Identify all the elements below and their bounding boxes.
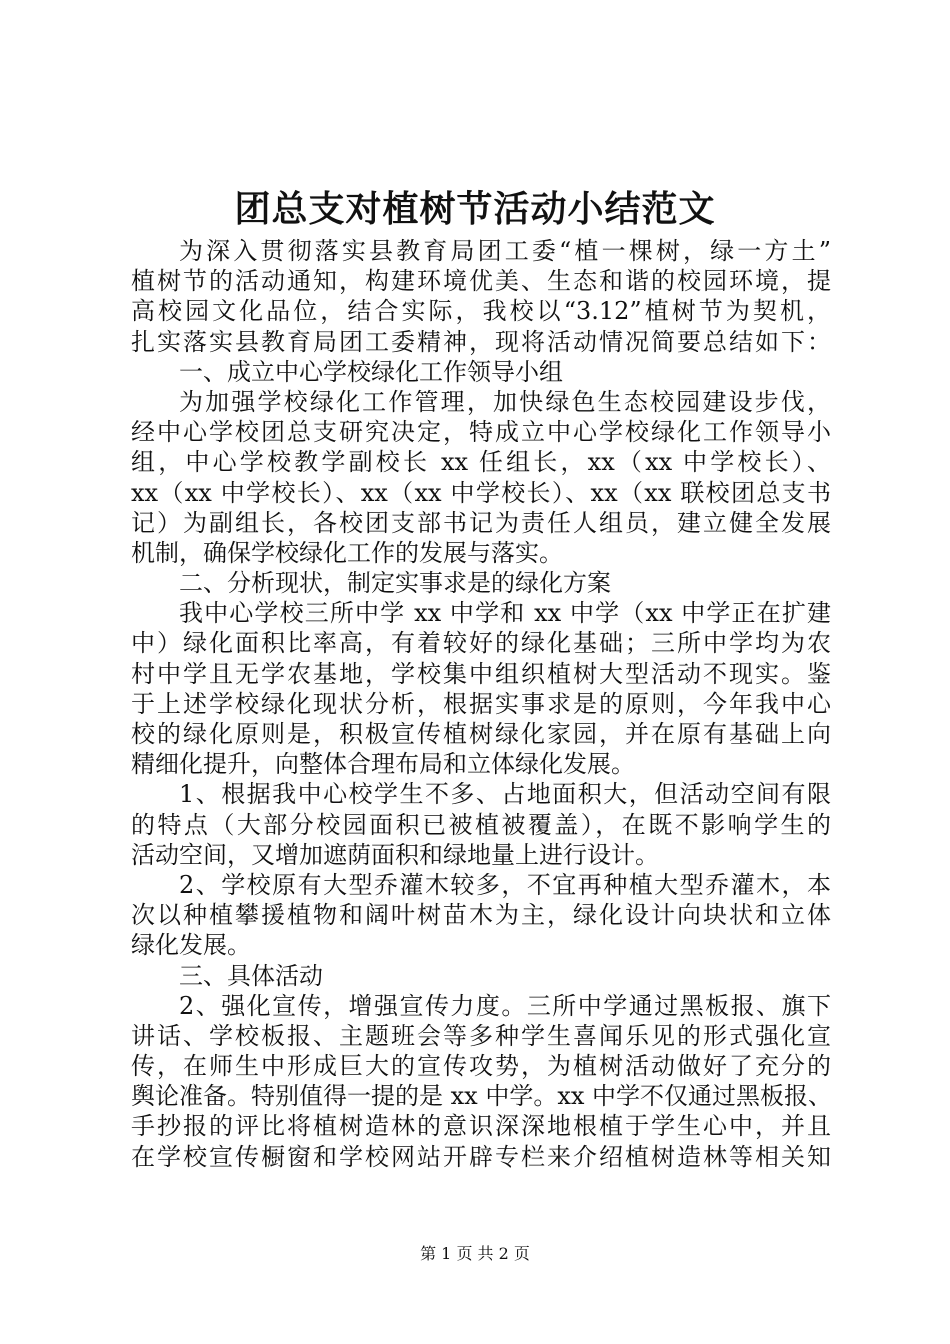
text-line: 次以种植攀援植物和阔叶树苗木为主，绿化设计向块状和立体 (131, 901, 831, 930)
text-line: 机制，确保学校绿化工作的发展与落实。 (131, 538, 563, 567)
text-line: 传，在师生中形成巨大的宣传攻势，为植树活动做好了充分的 (131, 1052, 831, 1081)
document-body (131, 236, 831, 1172)
text-line: 记）为副组长，各校团支部书记为责任人组员，建立健全发展 (131, 508, 831, 537)
text-line: 在学校宣传橱窗和学校网站开辟专栏来介绍植树造林等相关知 (131, 1142, 831, 1171)
section-heading: 三、具体活动 (179, 961, 323, 990)
text-line: 手抄报的评比将植树造林的意识深深地根植于学生心中，并且 (131, 1112, 831, 1141)
text-line: 的特点（大部分校园面积已被植被覆盖），在既不影响学生的 (131, 810, 831, 839)
text-line: 中）绿化面积比率高，有着较好的绿化基础；三所中学均为农 (131, 629, 831, 658)
page-title: 团总支对植树节活动小结范文 (234, 188, 716, 230)
text-line: 精细化提升，向整体合理布局和立体绿化发展。 (131, 750, 635, 779)
text-line: 高校园文化品位，结合实际，我校以“3.12”植树节为契机， (131, 297, 831, 326)
section-heading: 二、分析现状，制定实事求是的绿化方案 (179, 569, 611, 598)
text-line: 经中心学校团总支研究决定，特成立中心学校绿化工作领导小 (131, 418, 831, 447)
text-line: 扎实落实县教育局团工委精神，现将活动情况简要总结如下： (131, 327, 831, 356)
text-line: 2、强化宣传，增强宣传力度。三所中学通过黑板报、旗下 (179, 991, 831, 1020)
text-line: 1、根据我中心校学生不多、占地面积大，但活动空间有限 (179, 780, 831, 809)
text-line: 讲话、学校板报、主题班会等多种学生喜闻乐见的形式强化宣 (131, 1021, 831, 1050)
text-line: 为深入贯彻落实县教育局团工委“植一棵树，绿一方土” (179, 237, 831, 265)
text-line: 组，中心学校教学副校长 xx 任组长，xx（xx 中学校长）、 (131, 448, 831, 477)
text-line: 我中心学校三所中学 xx 中学和 xx 中学（xx 中学正在扩建 (179, 599, 831, 628)
text-line: 为加强学校绿化工作管理，加快绿色生态校园建设步伐， (179, 387, 831, 416)
text-line: 校的绿化原则是，积极宣传植树绿化家园，并在原有基础上向 (131, 720, 831, 748)
section-heading: 一、成立中心学校绿化工作领导小组 (179, 357, 563, 386)
text-line: 绿化发展。 (131, 931, 251, 960)
page-number-footer: 第 1 页 共 2 页 (420, 1244, 530, 1263)
text-line: xx（xx 中学校长）、xx（xx 中学校长）、xx（xx 联校团总支书 (131, 478, 831, 507)
text-line: 2、学校原有大型乔灌木较多，不宜再种植大型乔灌木，本 (179, 870, 831, 899)
text-line: 舆论准备。特别值得一提的是 xx 中学。xx 中学不仅通过黑板报、 (131, 1082, 833, 1111)
text-line: 植树节的活动通知，构建环境优美、生态和谐的校园环境，提 (131, 267, 831, 296)
text-line: 村中学且无学农基地，学校集中组织植树大型活动不现实。鉴 (131, 659, 831, 688)
text-line: 活动空间，又增加遮荫面积和绿地量上进行设计。 (131, 840, 659, 869)
text-line: 于上述学校绿化现状分析，根据实事求是的原则，今年我中心 (131, 689, 831, 718)
